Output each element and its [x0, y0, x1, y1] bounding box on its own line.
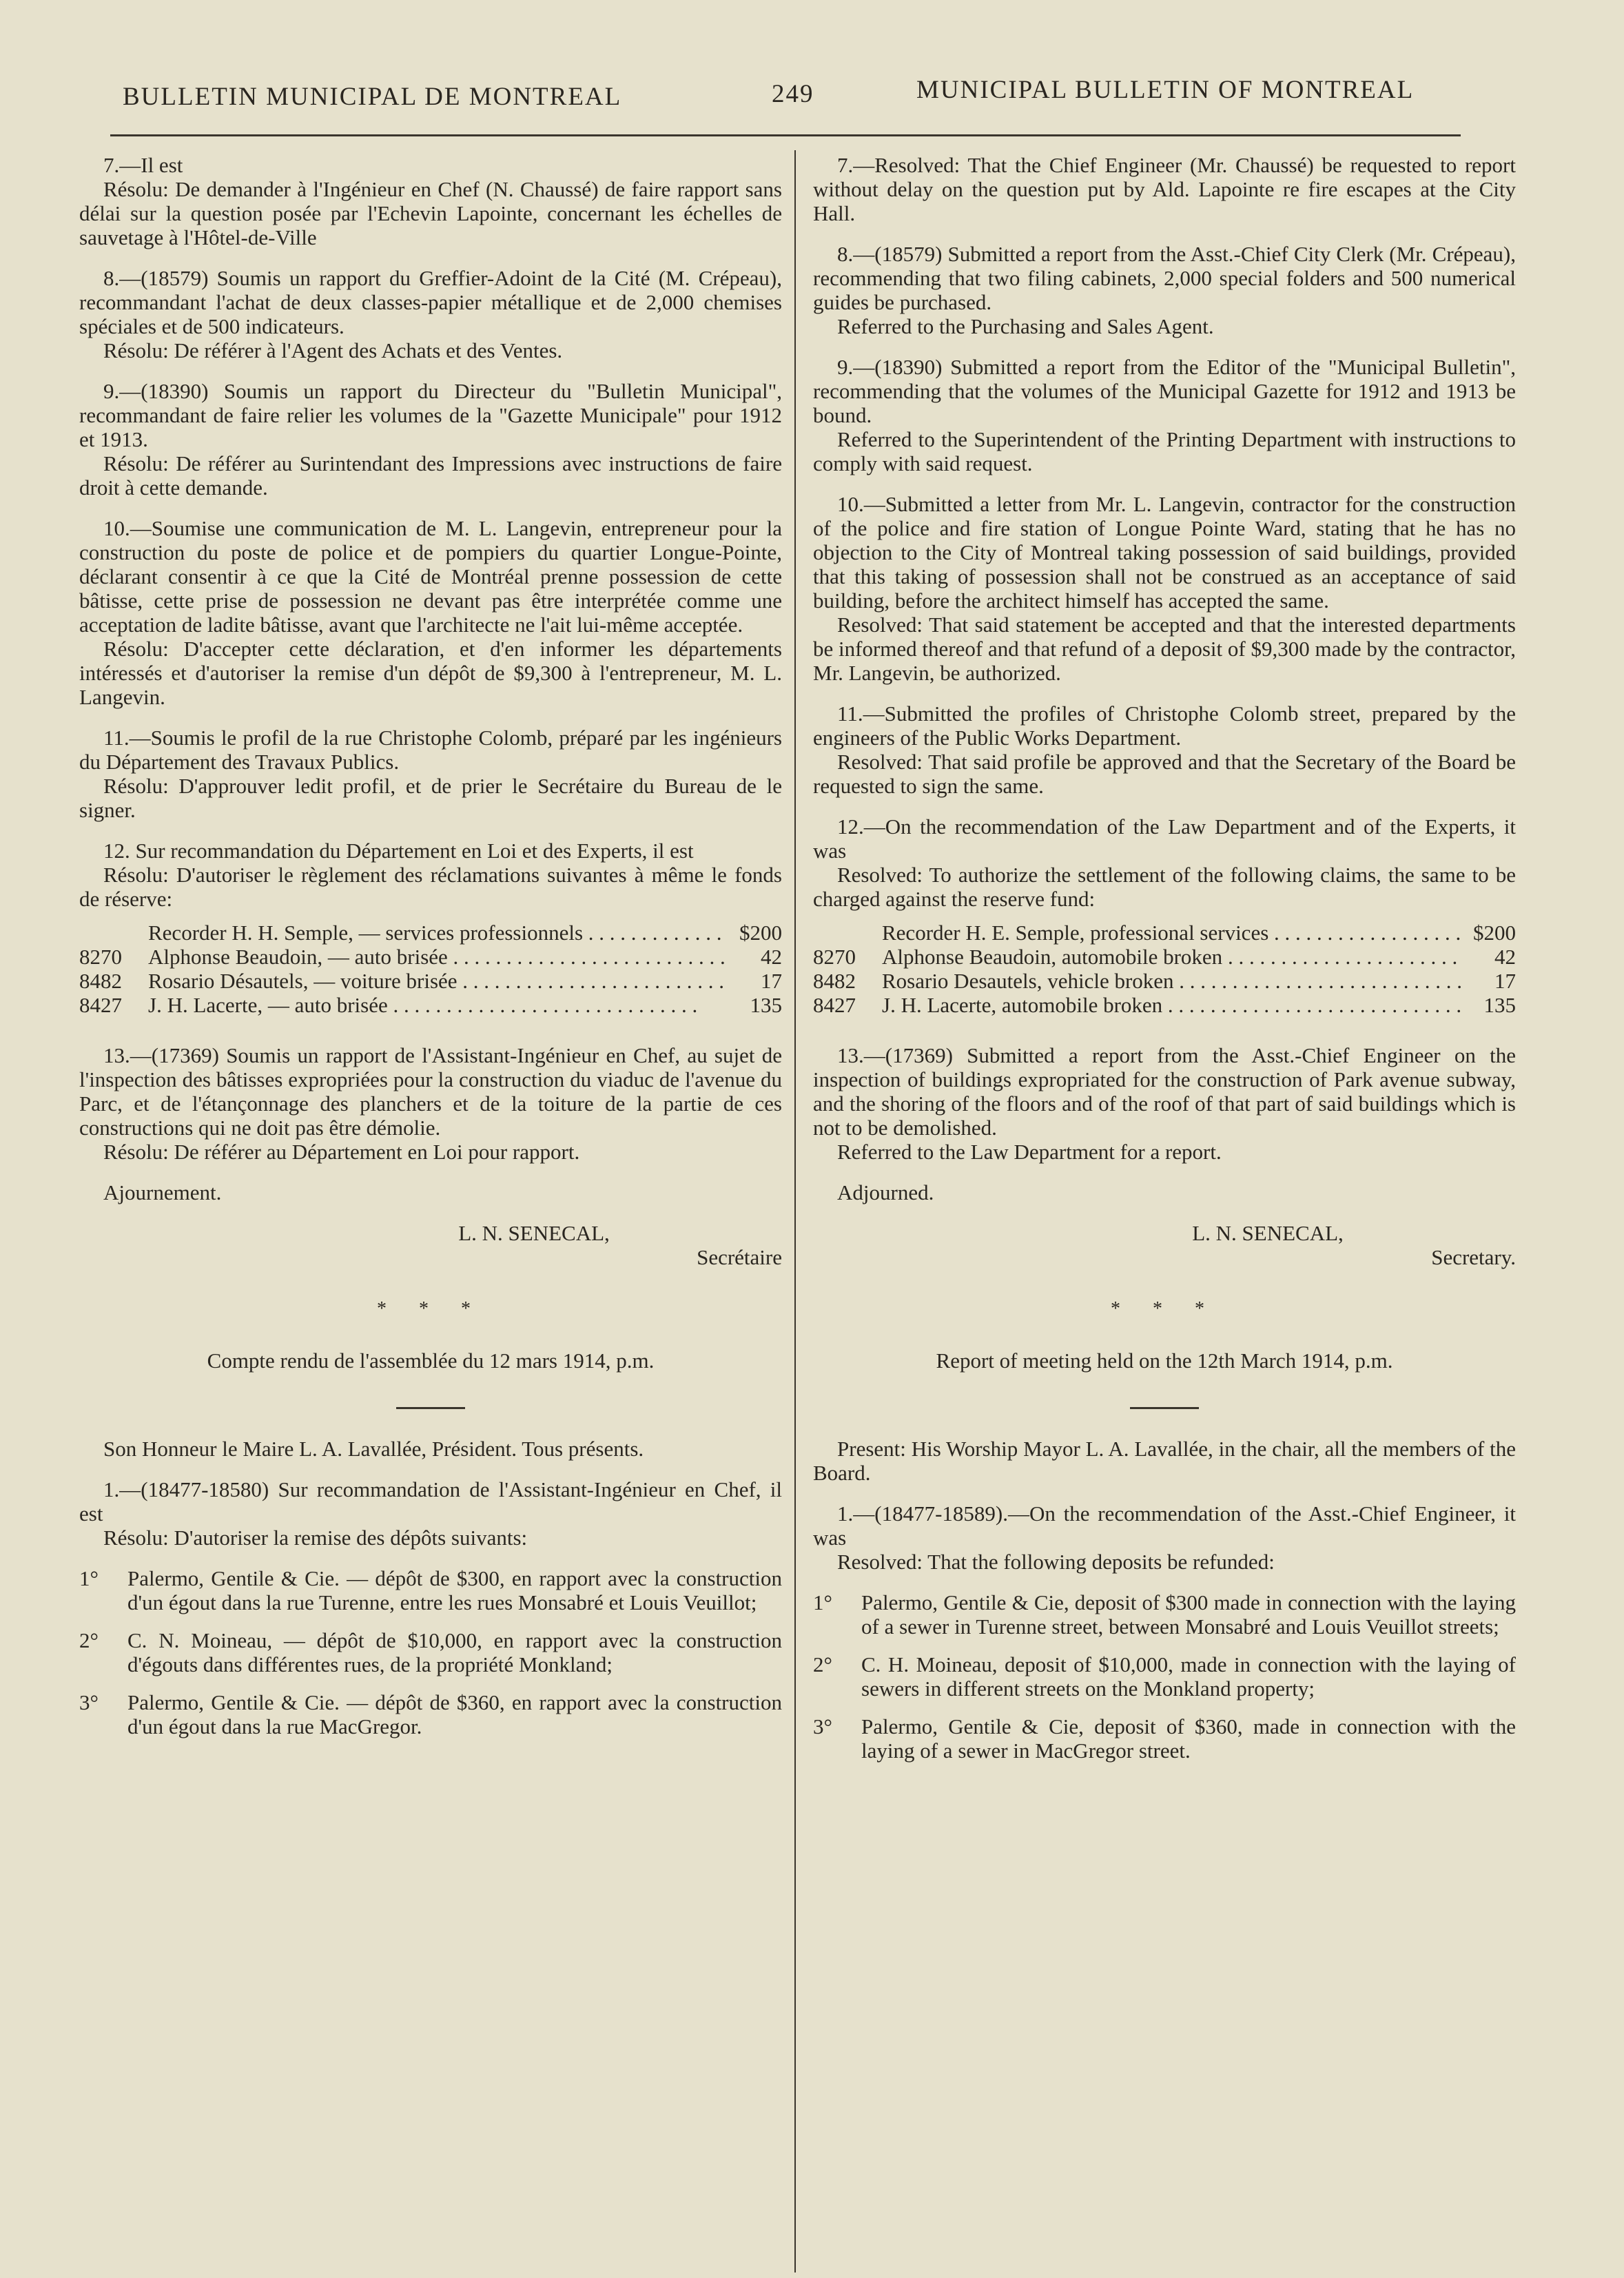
claim-row	[813, 993, 1516, 1017]
deposit-item	[79, 1690, 782, 1738]
claim-row	[79, 993, 782, 1017]
en-item8: 8.—(18579) Submitted a report from the Asst.-Chief City Clerk (Mr. Crépeau), recommending that two filing cabinets, 2,000 special folders and 500 numerical guides be purchased.	[813, 242, 1516, 314]
fr-item12: 12. Sur recommandation du Département en Loi et des Experts, il est	[103, 839, 694, 863]
fr-item7-resolution: Résolu: De demander à l'Ingénieur en Chef (N. Chaussé) de faire rapport sans délai sur la question posée par l'Echevin Lapointe, concernant les échelles de sauvetage à l'Hôtel-de-Ville	[79, 177, 782, 249]
en-item10-resolution: Resolved: That said statement be accepted and that the interested departments be informed thereof and that refund of a deposit of $9,300 made by the contractor, Mr. Langevin, be authorized.	[813, 613, 1516, 685]
claim-row	[813, 945, 1516, 969]
fr-claims-list	[79, 921, 782, 1017]
fr-item13-resolution: Résolu: De référer au Département en Loi pour rapport.	[103, 1140, 580, 1164]
en-present: Present: His Worship Mayor L. A. Lavallée, in the chair, all the members of the Board.	[813, 1437, 1516, 1485]
en-item11-resolution: Resolved: That said profile be approved and that the Secretary of the Board be requested to sign the same.	[813, 750, 1516, 798]
french-column	[79, 153, 782, 1752]
fr-item13: 13.—(17369) Soumis un rapport de l'Assistant-Ingénieur en Chef, au sujet de l'inspection des bâtisses expropriées pour la construction du viaduc de l'avenue du Parc, et de l'étançonnage des planchers et de la toiture de la partie de ces constructions qui ne doit pas être démolie.	[79, 1043, 782, 1140]
claim-amount: $200	[739, 921, 782, 945]
deposit-text: C. N. Moineau, — dépôt de $10,000, en rapport avec la construction d'égouts dans différentes rues, de la propriété Monkland;	[127, 1628, 782, 1676]
en-meeting-title: Report of meeting held on the 12th March 1914, p.m.	[936, 1348, 1393, 1373]
deposit-number: 2°	[813, 1652, 832, 1676]
claim-description: J. H. Lacerte, automobile broken . . .	[882, 993, 1461, 1017]
en-item7: 7.—Resolved: That the Chief Engineer (Mr. Chaussé) be requested to report without delay on the question put by Ald. Lapointe re fire escapes at the City Hall.	[813, 153, 1516, 225]
claim-description: Recorder H. H. Semple, — services professionnels . . .	[148, 921, 727, 945]
fr-item11: 11.—Soumis le profil de la rue Christophe Colomb, préparé par les ingénieurs du Département des Travaux Publics.	[79, 726, 782, 774]
deposit-number: 3°	[813, 1714, 832, 1738]
fr-signature-name: L. N. SENECAL,	[458, 1221, 610, 1245]
deposit-number: 1°	[79, 1566, 99, 1590]
fr-item9-resolution: Résolu: De référer au Surintendant des Impressions avec instructions de faire droit à cette demande.	[79, 451, 782, 500]
fr-present: Son Honneur le Maire L. A. Lavallée, Président. Tous présents.	[103, 1437, 644, 1461]
fr-meeting-title: Compte rendu de l'assemblée du 12 mars 1914, p.m.	[207, 1348, 655, 1373]
page-number: 249	[772, 80, 814, 108]
en-item12-resolution: Resolved: To authorize the settlement of the following claims, the same to be charged against the reserve fund:	[813, 863, 1516, 911]
fr-signature-title: Secrétaire	[697, 1245, 782, 1269]
en-item13: 13.—(17369) Submitted a report from the Asst.-Chief Engineer on the inspection of buildings expropriated for the construction of Park avenue subway, and the shoring of the floors and of the roof of that part of said buildings which is not to be demolished.	[813, 1043, 1516, 1140]
fr-item10: 10.—Soumise une communication de M. L. Langevin, entrepreneur pour la construction du poste de police et de pompiers du quartier Longue-Pointe, déclarant consentir à ce que la Cité de Montréal prenne possession de cette bâtisse, cette prise de possession ne devant pas être interprétée comme une acceptation de ladite bâtisse, avant que l'architecte ne l'ait lui-même acceptée.	[79, 516, 782, 637]
en-signature-name: L. N. SENECAL,	[1192, 1221, 1344, 1245]
deposit-item	[813, 1590, 1516, 1639]
claim-amount: $200	[1473, 921, 1516, 945]
claim-number: 8482	[813, 969, 856, 993]
claim-row	[79, 921, 782, 945]
en-item12: 12.—On the recommendation of the Law Department and of the Experts, it was	[813, 814, 1516, 863]
header-title-french: BULLETIN MUNICIPAL DE MONTREAL	[123, 83, 622, 111]
deposit-text: Palermo, Gentile & Cie. — dépôt de $300, en rapport avec la construction d'un égout dans la rue Turenne, entre les rues Monsabré et Louis Veuillot;	[127, 1566, 782, 1614]
deposit-item	[813, 1714, 1516, 1763]
claim-number: 8270	[79, 945, 122, 969]
deposit-text: Palermo, Gentile & Cie, deposit of $360, made in connection with the laying of a sewer in MacGregor street.	[861, 1714, 1516, 1763]
fr-item9: 9.—(18390) Soumis un rapport du Directeur du "Bulletin Municipal", recommandant de faire relier les volumes de la "Gazette Municipale" pour 1912 et 1913.	[79, 379, 782, 451]
en-item9-resolution: Referred to the Superintendent of the Printing Department with instructions to comply with said request.	[813, 427, 1516, 475]
claim-amount: 17	[761, 969, 782, 993]
claim-description: Recorder H. E. Semple, professional services . . .	[882, 921, 1461, 945]
en-item9: 9.—(18390) Submitted a report from the Editor of the "Municipal Bulletin", recommending that the volumes of the Municipal Gazette for 1912 and 1913 be bound.	[813, 355, 1516, 427]
claim-amount: 135	[1483, 993, 1516, 1017]
claim-amount: 17	[1494, 969, 1516, 993]
fr-item1-resolution: Résolu: D'autoriser la remise des dépôts suivants:	[103, 1526, 528, 1550]
en-item10: 10.—Submitted a letter from Mr. L. Langevin, contractor for the construction of the police and fire station of Longue Pointe Ward, stating that he has no objection to the City of Montreal taking possession of said buildings, provided that this taking of possession shall not be construed as an acceptance of said building, before the architect himself has accepted the same.	[813, 492, 1516, 613]
claim-description: J. H. Lacerte, — auto brisée . . .	[148, 993, 727, 1017]
claim-number: 8482	[79, 969, 122, 993]
en-signature-title: Secretary.	[1431, 1245, 1516, 1269]
fr-item12-resolution: Résolu: D'autoriser le règlement des réclamations suivantes à même le fonds de réserve:	[79, 863, 782, 911]
en-item13-resolution: Referred to the Law Department for a report.	[837, 1140, 1222, 1164]
claim-amount: 42	[761, 945, 782, 969]
deposit-item	[79, 1566, 782, 1614]
header-rule	[110, 134, 1461, 136]
fr-item7-heading: 7.—Il est	[103, 153, 183, 177]
deposit-text: C. H. Moineau, deposit of $10,000, made in connection with the laying of sewers in different streets on the Monkland property;	[861, 1652, 1516, 1701]
fr-short-rule	[396, 1407, 465, 1409]
page-header	[117, 72, 1468, 114]
en-short-rule	[1130, 1407, 1199, 1409]
deposit-text: Palermo, Gentile & Cie. — dépôt de $360, en rapport avec la construction d'un égout dans la rue MacGregor.	[127, 1690, 782, 1738]
en-claims-list	[813, 921, 1516, 1017]
claim-row	[813, 921, 1516, 945]
en-adjournment: Adjourned.	[837, 1180, 934, 1204]
deposit-number: 1°	[813, 1590, 832, 1614]
header-title-english: MUNICIPAL BULLETIN OF MONTREAL	[916, 76, 1415, 104]
claim-amount: 135	[750, 993, 782, 1017]
claim-number: 8427	[79, 993, 122, 1017]
claim-row	[79, 945, 782, 969]
claim-description: Rosario Desautels, vehicle broken . . .	[882, 969, 1461, 993]
fr-item11-resolution: Résolu: D'approuver ledit profil, et de prier le Secrétaire du Bureau de le signer.	[79, 774, 782, 822]
fr-adjournment: Ajournement.	[103, 1180, 222, 1204]
fr-item8: 8.—(18579) Soumis un rapport du Greffier-Adoint de la Cité (M. Crépeau), recommandant l'achat de deux classes-papier métallique et de 2,000 chemises spéciales et de 500 indicateurs.	[79, 266, 782, 338]
fr-item1: 1.—(18477-18580) Sur recommandation de l'Assistant-Ingénieur en Chef, il est	[79, 1477, 782, 1526]
claim-amount: 42	[1494, 945, 1516, 969]
claim-description: Alphonse Beaudoin, automobile broken . . .	[882, 945, 1461, 969]
claim-row	[813, 969, 1516, 993]
fr-section-separator: * * *	[377, 1298, 484, 1320]
claim-number: 8270	[813, 945, 856, 969]
english-column	[813, 153, 1516, 1776]
en-item11: 11.—Submitted the profiles of Christophe Colomb street, prepared by the engineers of the Public Works Department.	[813, 701, 1516, 750]
fr-item8-resolution: Résolu: De référer à l'Agent des Achats et des Ventes.	[103, 338, 563, 362]
claim-description: Alphonse Beaudoin, — auto brisée . . .	[148, 945, 727, 969]
en-item1-resolution: Resolved: That the following deposits be refunded:	[837, 1550, 1275, 1574]
claim-description: Rosario Désautels, — voiture brisée . . .	[148, 969, 727, 993]
deposit-number: 2°	[79, 1628, 99, 1652]
en-section-separator: * * *	[1111, 1298, 1218, 1320]
en-item8-resolution: Referred to the Purchasing and Sales Agent.	[837, 314, 1214, 338]
deposit-item	[813, 1652, 1516, 1701]
deposit-text: Palermo, Gentile & Cie, deposit of $300 made in connection with the laying of a sewer in Turenne street, between Monsabré and Louis Veuillot streets;	[861, 1590, 1516, 1639]
fr-item10-resolution: Résolu: D'accepter cette déclaration, et d'en informer les départements intéressés et d'autoriser la remise d'un dépôt de $9,300 à l'entrepreneur, M. L. Langevin.	[79, 637, 782, 709]
deposit-item	[79, 1628, 782, 1676]
en-item1: 1.—(18477-18589).—On the recommendation of the Asst.-Chief Engineer, it was	[813, 1501, 1516, 1550]
deposit-number: 3°	[79, 1690, 99, 1714]
claim-number: 8427	[813, 993, 856, 1017]
column-divider	[794, 150, 796, 2272]
claim-row	[79, 969, 782, 993]
